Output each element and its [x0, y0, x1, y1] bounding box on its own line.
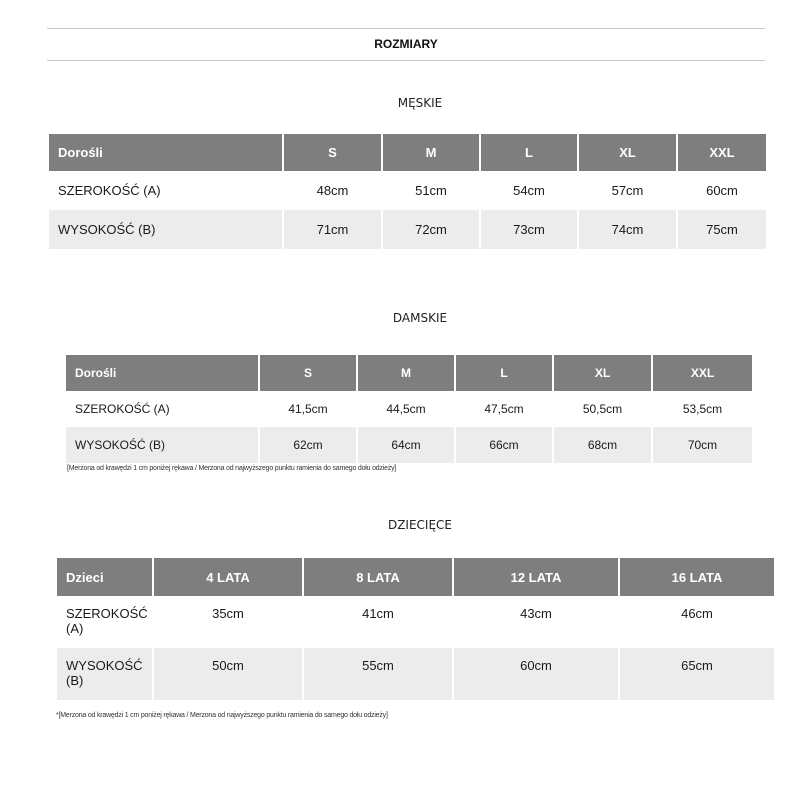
table-cell: 71cm: [283, 210, 382, 249]
table-cell: 66cm: [455, 427, 553, 463]
table-header-row: [66, 355, 752, 391]
table-cell: 46cm: [681, 606, 713, 621]
header-cell: L: [480, 134, 578, 171]
table-cell: 44,5cm: [357, 391, 455, 427]
table-row: [57, 648, 774, 700]
table-cell: 51cm: [382, 171, 480, 210]
row-label: WYSOKOŚĆ (B): [57, 648, 153, 700]
table-cell: 70cm: [652, 427, 752, 463]
row-label: SZEROKOŚĆ (A): [66, 391, 259, 427]
header-cell: 12 LATA: [453, 558, 619, 596]
header-cell: S: [283, 134, 382, 171]
header-cell: Dorośli: [66, 355, 259, 391]
table-cell: 41cm: [303, 596, 453, 648]
womens-size-table: [66, 355, 752, 463]
table-cell: 50,5cm: [553, 391, 652, 427]
table-cell: 65cm: [619, 648, 774, 700]
table-header-row: [57, 558, 774, 596]
header-cell: 16 LATA: [619, 558, 774, 596]
title-divider: [47, 60, 765, 61]
table-row: [57, 596, 774, 648]
table-cell: 50cm: [153, 648, 303, 700]
row-label: SZEROKOŚĆ (A): [49, 171, 283, 210]
header-cell: M: [382, 134, 480, 171]
table-row: [66, 391, 752, 427]
header-cell: S: [259, 355, 357, 391]
table-row: [49, 210, 766, 249]
table-cell: 57cm: [578, 171, 677, 210]
table-cell: 35cm: [153, 596, 303, 648]
table-cell: 41,5cm: [259, 391, 357, 427]
table-cell: 74cm: [578, 210, 677, 249]
row-label: WYSOKOŚĆ (B): [66, 427, 259, 463]
table-cell: 75cm: [677, 210, 766, 249]
header-cell: Dorośli: [49, 134, 283, 171]
table-cell: 55cm: [303, 648, 453, 700]
table-cell: 60cm: [453, 648, 619, 700]
table-cell: 73cm: [480, 210, 578, 249]
row-label: SZEROKOŚĆ (A): [57, 596, 153, 648]
mens-size-table: [49, 134, 766, 249]
header-cell: XXL: [652, 355, 752, 391]
header-cell: 4 LATA: [153, 558, 303, 596]
womens-footnote: [Merzona od krawędzi 1 cm poniżej rękawa / Merzona od najwyższego punktu ramienia do samego dołu odzieży]: [67, 465, 397, 472]
table-cell: 47,5cm: [455, 391, 553, 427]
row-label: WYSOKOŚĆ (B): [49, 210, 283, 249]
table-cell: 53,5cm: [682, 402, 723, 416]
table-row: [66, 427, 752, 463]
kids-heading: DZIECIĘCE: [387, 518, 453, 532]
table-row: [49, 171, 766, 210]
header-cell: XL: [578, 134, 677, 171]
header-cell: M: [357, 355, 455, 391]
table-cell: 48cm: [283, 171, 382, 210]
kids-size-table: [57, 558, 774, 700]
page-title: ROZMIARY: [374, 37, 438, 51]
table-cell: 68cm: [553, 427, 652, 463]
womens-heading: DAMSKIE: [392, 311, 448, 325]
header-cell: L: [455, 355, 553, 391]
header-cell: XXL: [677, 134, 766, 171]
table-cell: 72cm: [382, 210, 480, 249]
table-cell: 64cm: [357, 427, 455, 463]
table-header-row: [49, 134, 766, 171]
top-divider: [47, 28, 765, 29]
kids-footnote: *[Merzona od krawędzi 1 cm poniżej rękawa / Merzona od najwyższego punktu ramienia do samego dołu odzieży]: [56, 712, 388, 719]
table-cell: 43cm: [453, 596, 619, 648]
table-cell: 60cm: [706, 183, 738, 198]
header-cell: Dzieci: [57, 558, 153, 596]
table-cell: 54cm: [480, 171, 578, 210]
header-cell: XL: [553, 355, 652, 391]
mens-heading: MĘSKIE: [397, 96, 443, 110]
table-cell: 62cm: [259, 427, 357, 463]
header-cell: 8 LATA: [303, 558, 453, 596]
